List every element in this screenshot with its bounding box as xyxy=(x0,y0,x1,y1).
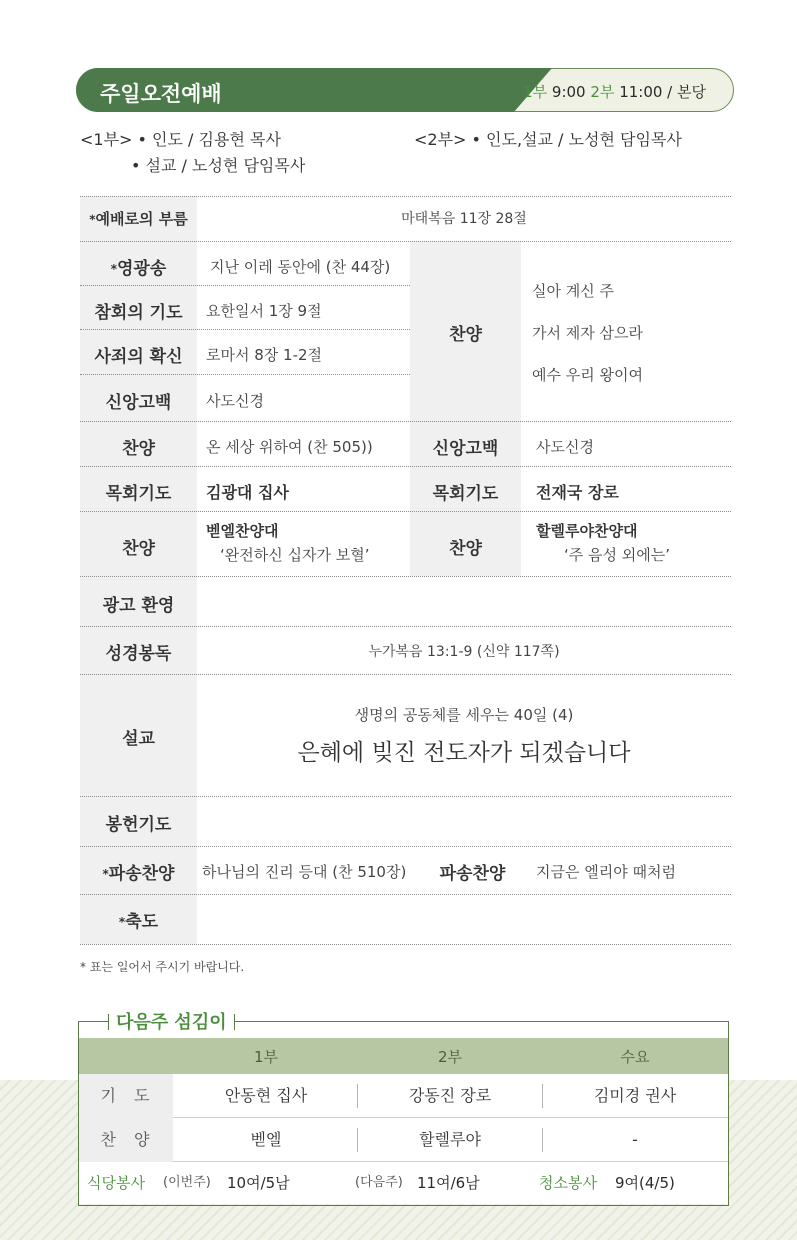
table-cell: 김미경 권사 xyxy=(593,1086,677,1105)
scripture-value: 누가복음 13:1-9 (신약 117쪽) xyxy=(368,644,560,660)
call-to-worship-label: *예배로의 부름 xyxy=(89,210,188,228)
row-divider xyxy=(80,511,731,512)
row-divider xyxy=(80,894,731,895)
row-divider xyxy=(80,241,731,242)
praise-song: 예수 우리 왕이여 xyxy=(532,366,643,384)
sending-right-value: 지금은 엘리야 때처럼 xyxy=(536,863,676,881)
hymn-label: 찬양 xyxy=(122,439,155,459)
right-label-column-bg xyxy=(410,241,521,576)
table-cell: 벧엘 xyxy=(250,1130,282,1149)
benediction-label: *축도 xyxy=(118,912,159,932)
table-cell: - xyxy=(632,1130,638,1149)
meal-service-label: 식당봉사 xyxy=(87,1174,145,1192)
praise-song: 실아 계신 주 xyxy=(532,282,614,300)
this-week-value: 10여/5남 xyxy=(227,1174,290,1192)
confession-label: 참회의 기도 xyxy=(94,303,183,323)
part2-label: 2부 xyxy=(590,83,615,101)
pastoral-prayer-left-value: 김광대 집사 xyxy=(206,483,289,502)
servers-table-header xyxy=(79,1038,728,1074)
row-divider xyxy=(80,944,731,945)
sermon-series: 생명의 공동체를 세우는 40일 (4) xyxy=(354,706,574,724)
part2-time: 11:00 / 본당 xyxy=(614,83,706,101)
creed-value: 사도신경 xyxy=(206,392,264,410)
pastoral-prayer-right-value: 전재국 장로 xyxy=(536,483,619,502)
row-divider xyxy=(80,846,731,847)
offering-prayer-label: 봉헌기도 xyxy=(105,815,172,835)
service-title: 주일오전예배 xyxy=(100,82,222,106)
hymn-value: 온 세상 위하여 (찬 505)) xyxy=(206,438,373,456)
service-footer xyxy=(79,1162,728,1204)
call-to-worship-value: 마태복음 11장 28절 xyxy=(401,211,527,227)
cleaning-service-label: 청소봉사 xyxy=(539,1174,597,1192)
row-divider xyxy=(80,374,410,375)
row-label: 기도 xyxy=(79,1074,173,1118)
cleaning-service-value: 9여(4/5) xyxy=(615,1174,675,1192)
part1-label: 1부 xyxy=(523,83,548,101)
praise-right-label: 찬양 xyxy=(449,325,482,345)
part1-leader: <1부> • 인도 / 김용현 목사 xyxy=(80,130,281,149)
box-right-border xyxy=(728,1021,729,1205)
part1-preacher: • 설교 / 노성현 담임목사 xyxy=(131,156,306,175)
next-week-label: (다음주) xyxy=(355,1175,403,1190)
table-cell: 강동진 장로 xyxy=(408,1086,492,1105)
choir-left-label: 찬양 xyxy=(122,539,155,559)
scripture-label: 성경봉독 xyxy=(105,644,172,664)
part2-leader: <2부> • 인도,설교 / 노성현 담임목사 xyxy=(414,130,682,149)
assurance-value: 로마서 8장 1-2절 xyxy=(206,346,323,364)
creed-right-label: 신앙고백 xyxy=(432,439,499,459)
standing-note: * 표는 일어서 주시기 바랍니다. xyxy=(80,960,245,974)
column-header: 1부 xyxy=(253,1048,279,1066)
sending-right-label: 파송찬양 xyxy=(439,864,506,884)
table-row xyxy=(79,1074,728,1118)
table-cell: 안동현 집사 xyxy=(224,1086,308,1105)
announcements-label: 광고 환영 xyxy=(102,596,175,616)
row-divider xyxy=(80,329,410,330)
creed-label: 신앙고백 xyxy=(105,393,172,413)
row-divider xyxy=(80,626,731,627)
part1-time: 9:00 xyxy=(547,83,591,101)
table-cell: 할렐루야 xyxy=(419,1130,481,1149)
doxology-value: 지난 이레 동안에 (찬 44장) xyxy=(210,258,391,276)
this-week-label: (이번주) xyxy=(163,1175,211,1190)
doxology-label: *영광송 xyxy=(110,259,167,279)
choir-left-name: 벧엘찬양대 xyxy=(206,522,279,540)
row-divider xyxy=(80,576,731,577)
sending-left-value: 하나님의 진리 등대 (찬 510장) xyxy=(202,863,407,881)
next-week-value: 11여/6남 xyxy=(417,1174,480,1192)
confession-value: 요한일서 1장 9절 xyxy=(206,302,322,320)
choir-right-song: ‘주 음성 외에는’ xyxy=(564,546,671,564)
next-week-servers xyxy=(78,1008,729,1208)
choir-right-label: 찬양 xyxy=(449,539,482,559)
box-bottom-border xyxy=(78,1205,729,1206)
next-week-title: 다음주 섬김이 xyxy=(108,1008,235,1034)
column-header: 수요 xyxy=(620,1048,650,1066)
creed-right-value: 사도신경 xyxy=(536,438,594,456)
assurance-label: 사죄의 확신 xyxy=(94,347,183,367)
row-divider xyxy=(80,285,410,286)
sermon-label: 설교 xyxy=(122,729,155,749)
row-divider xyxy=(80,796,731,797)
pastoral-prayer-right-label: 목회기도 xyxy=(432,484,499,504)
row-divider xyxy=(80,421,731,422)
service-banner xyxy=(76,68,734,112)
row-divider xyxy=(80,196,731,197)
pastoral-prayer-left-label: 목회기도 xyxy=(105,484,172,504)
service-times xyxy=(523,81,706,102)
column-header: 2부 xyxy=(437,1048,463,1066)
row-divider xyxy=(80,674,731,675)
sending-left-label: *파송찬양 xyxy=(102,864,175,884)
choir-right-name: 할렐루야찬양대 xyxy=(536,522,638,540)
sermon-title: 은혜에 빚진 전도자가 되겠습니다 xyxy=(297,740,631,766)
praise-song: 가서 제자 삼으라 xyxy=(532,324,643,342)
table-row xyxy=(79,1118,728,1162)
choir-left-song: ‘완전하신 십자가 보혈’ xyxy=(220,546,370,564)
row-label: 찬양 xyxy=(79,1118,173,1162)
row-divider xyxy=(80,466,731,467)
